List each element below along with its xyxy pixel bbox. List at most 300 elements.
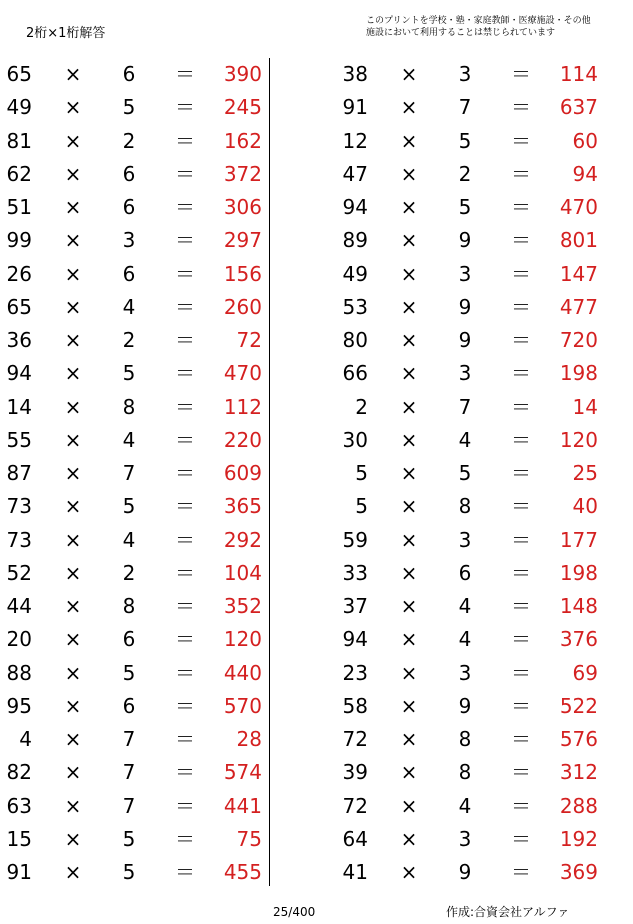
times-sign: × [64, 760, 82, 785]
multiplier: 7 [122, 727, 136, 751]
answer: 114 [559, 62, 598, 86]
equals-sign: ＝ [511, 195, 531, 219]
answer: 376 [559, 627, 598, 652]
multiplier: 5 [122, 660, 136, 685]
equals-sign: ＝ [175, 128, 195, 153]
multiplier: 5 [122, 361, 136, 386]
equals-sign: ＝ [175, 760, 195, 785]
equals-sign: ＝ [511, 660, 531, 685]
times-sign: × [400, 727, 418, 751]
answer: 297 [223, 228, 262, 253]
problem-row [334, 690, 604, 723]
answer: 470 [559, 195, 598, 219]
answer: 260 [223, 294, 262, 319]
answer: 14 [572, 394, 598, 419]
answer: 72 [236, 328, 262, 352]
multiplier: 2 [122, 128, 136, 153]
multiplier: 5 [458, 461, 472, 485]
multiplicand: 33 [342, 560, 368, 585]
multiplicand: 72 [342, 727, 368, 751]
times-sign: × [400, 427, 418, 452]
equals-sign: ＝ [175, 727, 195, 751]
multiplier: 2 [122, 328, 136, 352]
times-sign: × [64, 560, 82, 585]
times-sign: × [64, 826, 82, 851]
times-sign: × [64, 328, 82, 352]
answer: 156 [223, 261, 262, 286]
problem-row [334, 723, 604, 756]
answer: 112 [223, 394, 262, 419]
equals-sign: ＝ [175, 527, 195, 552]
problem-row [334, 557, 604, 590]
problem-row [0, 258, 268, 291]
problem-row [334, 457, 604, 490]
multiplicand: 2 [355, 394, 368, 419]
times-sign: × [64, 261, 82, 286]
problem-row [0, 524, 268, 557]
multiplier: 3 [458, 660, 472, 685]
times-sign: × [400, 62, 418, 86]
equals-sign: ＝ [175, 594, 195, 618]
worksheet-title: 2桁×1桁解答 [26, 26, 106, 41]
times-sign: × [400, 361, 418, 386]
equals-sign: ＝ [511, 860, 531, 884]
times-sign: × [64, 860, 82, 884]
problem-row [0, 357, 268, 390]
multiplier: 5 [458, 195, 472, 219]
times-sign: × [64, 527, 82, 552]
equals-sign: ＝ [175, 793, 195, 818]
answer: 162 [223, 128, 262, 153]
problem-row [334, 58, 604, 91]
multiplier: 6 [122, 195, 136, 219]
equals-sign: ＝ [511, 760, 531, 785]
answer: 352 [223, 594, 262, 618]
times-sign: × [64, 294, 82, 319]
multiplier: 9 [458, 328, 472, 352]
problem-row [0, 657, 268, 690]
equals-sign: ＝ [175, 294, 195, 319]
multiplicand: 65 [6, 294, 32, 319]
times-sign: × [64, 394, 82, 419]
problem-row [334, 823, 604, 856]
answer: 28 [236, 727, 262, 751]
multiplier: 9 [458, 860, 472, 884]
problem-row [0, 457, 268, 490]
times-sign: × [400, 161, 418, 186]
multiplicand: 91 [6, 860, 32, 884]
times-sign: × [400, 128, 418, 153]
problem-row [334, 324, 604, 357]
column-divider [269, 58, 270, 886]
answer: 801 [559, 228, 598, 253]
problem-row [334, 291, 604, 324]
times-sign: × [400, 560, 418, 585]
answer: 120 [559, 427, 598, 452]
problem-row [0, 690, 268, 723]
times-sign: × [400, 594, 418, 618]
multiplicand: 81 [6, 128, 32, 153]
multiplier: 5 [122, 494, 136, 519]
multiplier: 7 [122, 793, 136, 818]
times-sign: × [64, 494, 82, 519]
equals-sign: ＝ [511, 62, 531, 86]
problem-row [334, 756, 604, 789]
multiplicand: 63 [6, 793, 32, 818]
answer: 75 [236, 826, 262, 851]
equals-sign: ＝ [175, 494, 195, 519]
multiplier: 9 [458, 228, 472, 253]
answer: 477 [559, 294, 598, 319]
times-sign: × [400, 461, 418, 485]
multiplier: 9 [458, 294, 472, 319]
problem-row [0, 191, 268, 224]
multiplicand: 23 [342, 660, 368, 685]
multiplier: 8 [458, 760, 472, 785]
answer: 60 [572, 128, 598, 153]
answer: 198 [559, 361, 598, 386]
equals-sign: ＝ [175, 361, 195, 386]
equals-sign: ＝ [511, 294, 531, 319]
problem-row [334, 790, 604, 823]
multiplicand: 51 [6, 195, 32, 219]
problem-row [334, 125, 604, 158]
times-sign: × [64, 594, 82, 618]
multiplicand: 41 [342, 860, 368, 884]
multiplicand: 52 [6, 560, 32, 585]
multiplier: 4 [458, 594, 472, 618]
multiplicand: 94 [6, 361, 32, 386]
problem-row [0, 590, 268, 623]
equals-sign: ＝ [511, 826, 531, 851]
problem-row [0, 224, 268, 257]
times-sign: × [400, 195, 418, 219]
problem-row [0, 557, 268, 590]
multiplicand: 49 [342, 261, 368, 286]
equals-sign: ＝ [175, 228, 195, 253]
times-sign: × [400, 294, 418, 319]
multiplier: 2 [458, 161, 472, 186]
multiplicand: 73 [6, 494, 32, 519]
problem-row [0, 723, 268, 756]
times-sign: × [64, 627, 82, 652]
answer: 522 [559, 693, 598, 718]
answer: 40 [572, 494, 598, 519]
multiplier: 5 [122, 826, 136, 851]
equals-sign: ＝ [511, 494, 531, 519]
problem-row [334, 391, 604, 424]
answer: 220 [223, 427, 262, 452]
multiplicand: 95 [6, 693, 32, 718]
problem-row [334, 424, 604, 457]
multiplicand: 62 [6, 161, 32, 186]
multiplicand: 47 [342, 161, 368, 186]
problem-row [0, 490, 268, 523]
answer: 720 [559, 328, 598, 352]
times-sign: × [64, 727, 82, 751]
equals-sign: ＝ [175, 826, 195, 851]
answer: 372 [223, 161, 262, 186]
times-sign: × [400, 660, 418, 685]
multiplicand: 4 [19, 727, 32, 751]
multiplicand: 44 [6, 594, 32, 618]
multiplier: 3 [458, 826, 472, 851]
multiplier: 5 [122, 860, 136, 884]
problem-row [0, 58, 268, 91]
times-sign: × [64, 461, 82, 485]
times-sign: × [400, 95, 418, 120]
answer: 148 [559, 594, 598, 618]
equals-sign: ＝ [175, 394, 195, 419]
multiplier: 8 [458, 727, 472, 751]
times-sign: × [400, 860, 418, 884]
problem-row [334, 590, 604, 623]
times-sign: × [64, 660, 82, 685]
multiplier: 3 [458, 361, 472, 386]
multiplicand: 80 [342, 328, 368, 352]
problem-row [0, 158, 268, 191]
equals-sign: ＝ [175, 627, 195, 652]
times-sign: × [400, 793, 418, 818]
times-sign: × [400, 627, 418, 652]
answer: 177 [559, 527, 598, 552]
problem-row [0, 756, 268, 789]
multiplicand: 94 [342, 627, 368, 652]
times-sign: × [400, 228, 418, 253]
multiplicand: 72 [342, 793, 368, 818]
multiplier: 6 [122, 161, 136, 186]
equals-sign: ＝ [175, 693, 195, 718]
multiplicand: 14 [6, 394, 32, 419]
problem-row [0, 125, 268, 158]
answer: 306 [223, 195, 262, 219]
multiplicand: 39 [342, 760, 368, 785]
equals-sign: ＝ [511, 261, 531, 286]
multiplicand: 58 [342, 693, 368, 718]
problem-row [334, 623, 604, 656]
multiplicand: 59 [342, 527, 368, 552]
multiplier: 4 [122, 427, 136, 452]
answer: 245 [223, 95, 262, 120]
answer: 25 [572, 461, 598, 485]
problem-row [0, 324, 268, 357]
multiplicand: 65 [6, 62, 32, 86]
problem-row [334, 657, 604, 690]
multiplier: 3 [458, 527, 472, 552]
problem-row [0, 424, 268, 457]
multiplicand: 12 [342, 128, 368, 153]
multiplicand: 36 [6, 328, 32, 352]
multiplier: 2 [122, 560, 136, 585]
times-sign: × [64, 693, 82, 718]
times-sign: × [400, 527, 418, 552]
equals-sign: ＝ [175, 560, 195, 585]
equals-sign: ＝ [511, 161, 531, 186]
multiplicand: 94 [342, 195, 368, 219]
times-sign: × [400, 760, 418, 785]
multiplier: 8 [122, 594, 136, 618]
multiplicand: 91 [342, 95, 368, 120]
answer: 390 [223, 62, 262, 86]
multiplicand: 38 [342, 62, 368, 86]
multiplicand: 30 [342, 427, 368, 452]
answer: 609 [223, 461, 262, 485]
page-number: 25/400 [273, 905, 316, 919]
multiplier: 6 [122, 693, 136, 718]
equals-sign: ＝ [511, 361, 531, 386]
equals-sign: ＝ [175, 95, 195, 120]
multiplier: 4 [458, 793, 472, 818]
answer: 574 [223, 760, 262, 785]
multiplier: 4 [458, 627, 472, 652]
equals-sign: ＝ [175, 62, 195, 86]
problem-row [0, 391, 268, 424]
answer: 441 [223, 793, 262, 818]
problem-row [334, 490, 604, 523]
multiplicand: 99 [6, 228, 32, 253]
answer: 576 [559, 727, 598, 751]
problem-row [0, 91, 268, 124]
times-sign: × [400, 494, 418, 519]
answer: 570 [223, 693, 262, 718]
multiplicand: 73 [6, 527, 32, 552]
equals-sign: ＝ [511, 527, 531, 552]
problem-row [334, 191, 604, 224]
problem-row [0, 291, 268, 324]
multiplicand: 89 [342, 228, 368, 253]
multiplier: 8 [122, 394, 136, 419]
equals-sign: ＝ [511, 693, 531, 718]
multiplier: 6 [122, 261, 136, 286]
times-sign: × [64, 427, 82, 452]
multiplicand: 66 [342, 361, 368, 386]
equals-sign: ＝ [511, 394, 531, 419]
times-sign: × [400, 693, 418, 718]
multiplicand: 64 [342, 826, 368, 851]
equals-sign: ＝ [175, 161, 195, 186]
multiplicand: 53 [342, 294, 368, 319]
answer: 440 [223, 660, 262, 685]
equals-sign: ＝ [175, 328, 195, 352]
times-sign: × [400, 328, 418, 352]
multiplier: 7 [458, 95, 472, 120]
equals-sign: ＝ [175, 660, 195, 685]
multiplier: 5 [122, 95, 136, 120]
times-sign: × [64, 128, 82, 153]
multiplicand: 5 [355, 461, 368, 485]
answer: 69 [572, 660, 598, 685]
equals-sign: ＝ [511, 594, 531, 618]
multiplicand: 20 [6, 627, 32, 652]
answer: 94 [572, 161, 598, 186]
problem-column-left [0, 58, 268, 889]
times-sign: × [64, 228, 82, 253]
times-sign: × [400, 826, 418, 851]
times-sign: × [400, 261, 418, 286]
multiplier: 4 [122, 294, 136, 319]
times-sign: × [64, 95, 82, 120]
equals-sign: ＝ [511, 228, 531, 253]
multiplier: 9 [458, 693, 472, 718]
multiplier: 7 [458, 394, 472, 419]
multiplier: 5 [458, 128, 472, 153]
multiplier: 7 [122, 461, 136, 485]
multiplier: 3 [122, 228, 136, 253]
equals-sign: ＝ [175, 461, 195, 485]
equals-sign: ＝ [175, 261, 195, 286]
answer: 455 [223, 860, 262, 884]
multiplicand: 15 [6, 826, 32, 851]
answer: 637 [559, 95, 598, 120]
problem-row [334, 91, 604, 124]
equals-sign: ＝ [511, 95, 531, 120]
equals-sign: ＝ [175, 427, 195, 452]
equals-sign: ＝ [175, 860, 195, 884]
problem-row [334, 357, 604, 390]
multiplicand: 82 [6, 760, 32, 785]
answer: 198 [559, 560, 598, 585]
equals-sign: ＝ [511, 560, 531, 585]
equals-sign: ＝ [511, 128, 531, 153]
multiplier: 4 [122, 527, 136, 552]
problem-row [334, 224, 604, 257]
equals-sign: ＝ [511, 328, 531, 352]
answer: 147 [559, 261, 598, 286]
usage-notice: このプリントを学校・塾・家庭教師・医療施設・その他 施設において利用することは禁じられています [366, 16, 591, 38]
answer: 292 [223, 527, 262, 552]
problem-row [334, 258, 604, 291]
equals-sign: ＝ [511, 627, 531, 652]
multiplier: 6 [122, 627, 136, 652]
multiplicand: 37 [342, 594, 368, 618]
problem-row [0, 790, 268, 823]
multiplicand: 88 [6, 660, 32, 685]
equals-sign: ＝ [175, 195, 195, 219]
answer: 104 [223, 560, 262, 585]
problem-column-right [334, 58, 604, 889]
multiplier: 8 [458, 494, 472, 519]
multiplicand: 55 [6, 427, 32, 452]
problem-row [334, 158, 604, 191]
multiplier: 6 [122, 62, 136, 86]
answer: 470 [223, 361, 262, 386]
multiplicand: 26 [6, 261, 32, 286]
multiplier: 3 [458, 62, 472, 86]
multiplier: 6 [458, 560, 472, 585]
multiplicand: 87 [6, 461, 32, 485]
times-sign: × [64, 361, 82, 386]
times-sign: × [64, 195, 82, 219]
times-sign: × [64, 161, 82, 186]
multiplier: 3 [458, 261, 472, 286]
problem-row [0, 623, 268, 656]
times-sign: × [64, 62, 82, 86]
equals-sign: ＝ [511, 727, 531, 751]
answer: 312 [559, 760, 598, 785]
author-credit: 作成:合資会社アルファ [446, 905, 570, 919]
equals-sign: ＝ [511, 427, 531, 452]
multiplicand: 5 [355, 494, 368, 519]
answer: 365 [223, 494, 262, 519]
equals-sign: ＝ [511, 461, 531, 485]
answer: 369 [559, 860, 598, 884]
times-sign: × [64, 793, 82, 818]
equals-sign: ＝ [511, 793, 531, 818]
times-sign: × [400, 394, 418, 419]
answer: 288 [559, 793, 598, 818]
problem-row [0, 823, 268, 856]
answer: 192 [559, 826, 598, 851]
